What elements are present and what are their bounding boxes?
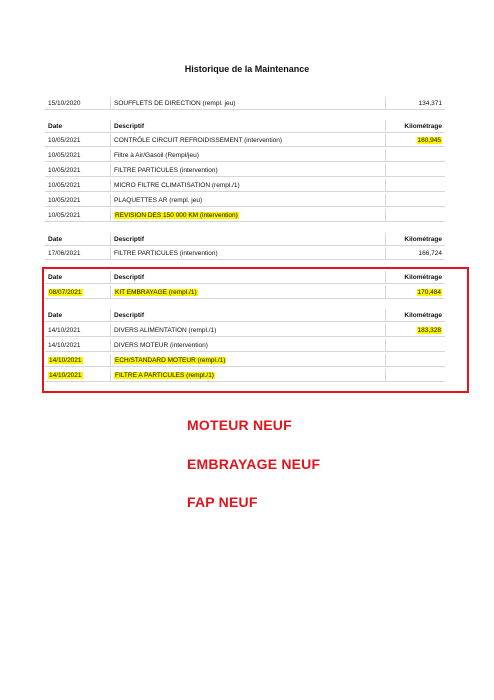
km-cell	[386, 179, 445, 192]
descriptif-cell: DIVERS MOTEUR (intervention)	[111, 339, 386, 352]
date-cell: 15/10/2020	[45, 97, 111, 110]
note-embrayage-neuf: EMBRAYAGE NEUF	[187, 456, 321, 472]
descriptif-cell: CONTRÔLE CIRCUIT REFROIDISSEMENT (intervention)	[111, 134, 386, 147]
km-cell	[386, 149, 445, 162]
km-cell	[386, 164, 445, 177]
km-header: Kilométrage	[404, 123, 442, 130]
table-row	[45, 134, 445, 147]
date-highlight: 14/10/2021	[49, 372, 82, 379]
descriptif-header: Descriptif	[111, 309, 386, 322]
descriptif-cell: PLAQUETTES AR (rempl. jeu)	[111, 194, 386, 207]
table-row	[45, 164, 445, 177]
table-row	[45, 194, 445, 207]
table-row	[45, 247, 445, 260]
date-cell: 14/10/2021	[45, 339, 111, 352]
descriptif-cell: DIVERS ALIMENTATION (rempl./1)	[111, 324, 386, 337]
date-cell: 10/05/2021	[45, 134, 111, 147]
table-row	[45, 179, 445, 192]
date-header: Date	[45, 271, 111, 284]
date-highlight: 14/10/2021	[49, 357, 82, 364]
km-cell	[386, 194, 445, 207]
table-row	[45, 97, 445, 110]
date-cell: 10/05/2021	[45, 179, 111, 192]
descriptif-highlight: FILTRE A PARTICULES (rempl./1)	[115, 372, 214, 379]
descriptif-header: Descriptif	[111, 271, 386, 284]
km-highlight: 170,484	[417, 289, 441, 296]
date-cell: 10/05/2021	[45, 149, 111, 162]
descriptif-cell: FILTRE PARTICULES (intervention)	[111, 247, 386, 260]
date-highlight: 08/07/2021	[49, 289, 82, 296]
date-header: Date	[45, 233, 111, 246]
descriptif-highlight: KIT EMBRAYAGE (rempl./1)	[115, 289, 197, 296]
descriptif-cell: SOUFFLETS DE DIRECTION (rempl. jeu)	[111, 97, 386, 110]
note-moteur-neuf: MOTEUR NEUF	[187, 417, 292, 433]
km-highlight: 160,945	[417, 137, 441, 144]
km-cell: 166,724	[418, 250, 442, 257]
km-header: Kilométrage	[404, 236, 442, 243]
km-cell	[386, 209, 445, 222]
date-header: Date	[45, 309, 111, 322]
date-cell: 10/05/2021	[45, 209, 111, 222]
km-cell	[386, 134, 445, 147]
date-cell: 10/05/2021	[45, 194, 111, 207]
table-row	[45, 149, 445, 162]
descriptif-highlight: REVISION DES 150 000 KM (intervention)	[115, 212, 238, 219]
descriptif-cell: Filtre à Air/Gasoil (Rempl/jeu)	[111, 149, 386, 162]
descriptif-header: Descriptif	[111, 233, 386, 246]
descriptif-cell: MICRO FILTRE CLIMATISATION (rempl./1)	[111, 179, 386, 192]
table-header-row	[45, 120, 445, 133]
red-annotation-box	[42, 267, 469, 393]
km-header: Kilométrage	[404, 312, 442, 319]
note-fap-neuf: FAP NEUF	[187, 494, 258, 510]
descriptif-cell: FILTRE PARTICULES (intervention)	[111, 164, 386, 177]
descriptif-highlight: ECH/STANDARD MOTEUR (rempl./1)	[115, 357, 226, 364]
descriptif-cell	[111, 209, 386, 222]
date-cell: 10/05/2021	[45, 164, 111, 177]
date-header: Date	[45, 120, 111, 133]
date-cell: 17/06/2021	[45, 247, 111, 260]
km-highlight: 183,328	[417, 327, 441, 334]
document-title: Historique de la Maintenance	[184, 64, 310, 74]
km-cell: 134,371	[418, 100, 442, 107]
table-header-row	[45, 233, 445, 246]
date-cell: 14/10/2021	[45, 324, 111, 337]
km-header: Kilométrage	[404, 274, 442, 281]
table-row	[45, 209, 445, 222]
descriptif-header: Descriptif	[111, 120, 386, 133]
